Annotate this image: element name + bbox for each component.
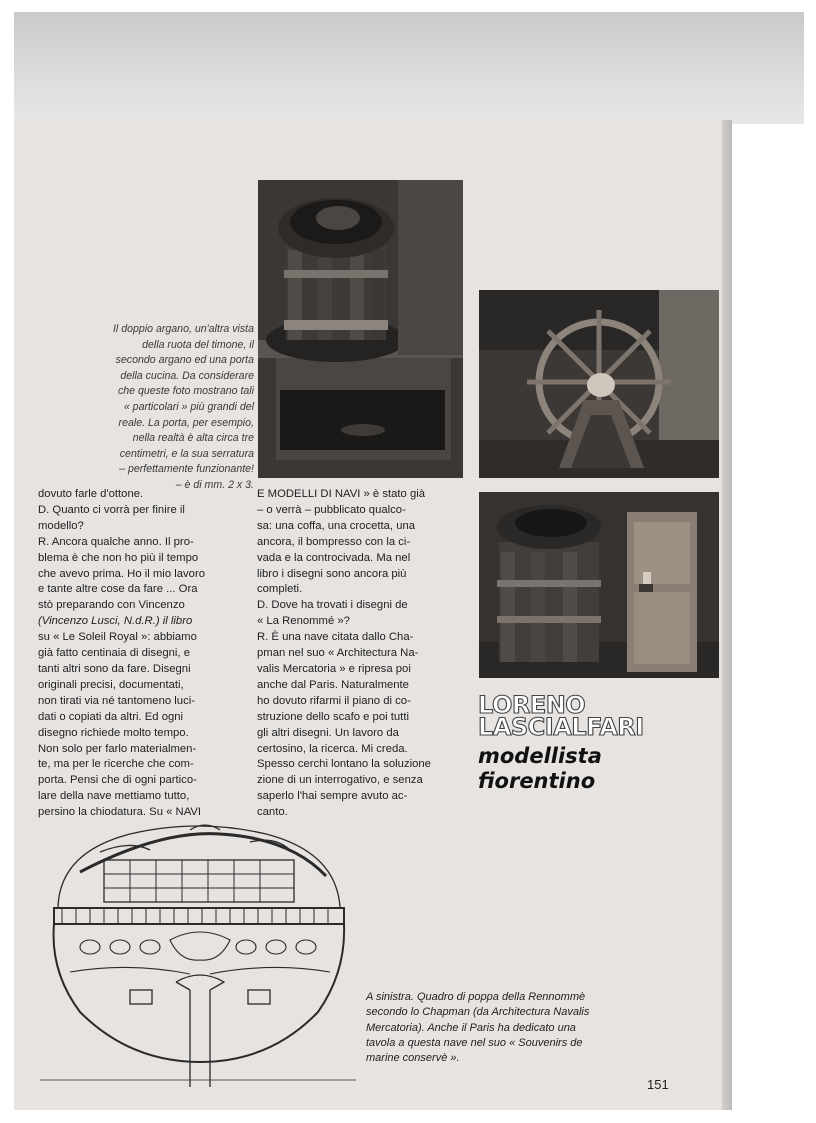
text-line: che avevo prima. Ho il mio lavoro	[38, 567, 206, 580]
caption-line: della ruota del timone, il	[142, 338, 254, 351]
article-title	[478, 691, 718, 794]
text-line: pman nel suo « Architectura Na-	[257, 647, 419, 660]
text-line: struzione dello scafo e poi tutti	[257, 710, 409, 723]
page-number: 151	[647, 1077, 669, 1092]
text-line: tanti altri sono da fare. Disegni	[38, 662, 191, 675]
text-line: D. Quanto ci vorrà per finire il	[38, 503, 185, 516]
title-sub-line2: fiorentino	[478, 769, 596, 793]
caption-line: Mercatoria). Anche il Paris ha dedicato una	[366, 1021, 576, 1034]
caption-line: centimetri, e la sua serratura	[119, 447, 254, 460]
text-line: completi.	[257, 583, 303, 596]
caption-line: nella realtà è alta circa tre	[132, 432, 254, 445]
title-name-line2: LASCIALFARI	[478, 713, 644, 741]
text-line: D. Dove ha trovati i disegni de	[257, 599, 408, 612]
text-line: R. È una nave citata dallo Cha-	[257, 631, 414, 644]
caption-line: Il doppio argano, un'altra vista	[112, 323, 254, 335]
text-line: valis Mercatoria » e ripresa poi	[257, 662, 411, 675]
caption-line: « particolari » più grandi del	[123, 400, 254, 413]
text-line: libro i disegni sono ancora più	[257, 567, 407, 580]
text-line: già fatto centinaia di disegni, e	[38, 647, 190, 660]
page-edge	[722, 120, 732, 1110]
text-line: stò preparando con Vincenzo	[38, 599, 185, 612]
caption-line: tavola a questa nave nel suo « Souvenirs de	[366, 1036, 583, 1049]
stern-drawing-illustration	[40, 812, 356, 1087]
text-line: persino la chiodatura. Su « NAVI	[38, 806, 202, 819]
text-line: e tante altre cose da fare ... Ora	[38, 583, 198, 596]
text-line: ancora, il bompresso con la ci-	[257, 535, 411, 548]
text-line: E MODELLI DI NAVI » è stato già	[257, 488, 426, 500]
photo-capstan-top	[258, 180, 463, 478]
text-line: te, ma per le ricerche che com-	[38, 758, 194, 771]
scan-shadow	[14, 12, 804, 124]
caption-line: secondo lo Chapman (da Architectura Navalis	[366, 1006, 590, 1019]
text-line: vada e la controcivada. Ma nel	[257, 551, 411, 564]
text-line: Spesso cerchi lontano la soluzione	[257, 758, 431, 771]
text-line: lare della nave mettiamo tutto,	[38, 790, 190, 803]
text-line: porta. Pensi che di ogni partico-	[38, 774, 197, 787]
caption-line: A sinistra. Quadro di poppa della Rennommè	[366, 991, 586, 1003]
caption-line: della cucina. Da considerare	[120, 369, 254, 382]
text-line: non tirati via né tantomeno luci-	[38, 694, 195, 707]
text-line: disegno richiede molto tempo.	[38, 726, 189, 739]
text-line: dati o copiati da altri. Ed ogni	[38, 710, 184, 723]
article-column-left	[38, 487, 246, 821]
caption-line: – è di mm. 2 x 3.	[175, 478, 254, 491]
caption-line: – perfettamente funzionante!	[119, 463, 254, 476]
text-line: originali precisi, documentati,	[38, 678, 184, 691]
text-line: blema è che non ho più il tempo	[38, 551, 199, 564]
text-line: (Vincenzo Lusci, N.d.R.) il libro	[38, 615, 193, 628]
title-sub-line1: modellista	[478, 744, 602, 768]
photo-ships-wheel	[479, 290, 719, 478]
article-column-middle	[257, 487, 463, 821]
photo-caption-top	[40, 322, 254, 494]
title-name-line1: LORENO	[478, 691, 586, 719]
text-line: ho dovuto rifarmi il piano di co-	[257, 694, 411, 707]
text-line: gli altri disegni. Un lavoro da	[257, 726, 399, 739]
text-line: R. Ancora qualche anno. Il pro-	[38, 535, 194, 548]
text-line: « La Renommé »?	[257, 615, 350, 628]
text-line: modello?	[38, 519, 84, 532]
text-line: – o verrà – pubblicato qualco-	[257, 503, 406, 516]
text-line: canto.	[257, 806, 288, 819]
caption-line: che queste foto mostrano tali	[117, 385, 254, 398]
text-line: saperlo l'hai sempre avuto ac-	[257, 790, 408, 803]
text-line: Non solo per farlo materialmen-	[38, 742, 197, 755]
text-line: certosino, la ricerca. Mi creda.	[257, 742, 408, 755]
text-line: zione di un interrogativo, e senza	[257, 774, 423, 787]
text-line: anche dal Paris. Naturalmente	[257, 678, 409, 691]
drawing-caption	[366, 990, 666, 1066]
caption-line: secondo argano ed una porta	[115, 354, 254, 367]
photo-capstan-door	[479, 492, 719, 678]
text-line: sa: una coffa, una crocetta, una	[257, 519, 416, 532]
text-line: su « Le Soleil Royal »: abbiamo	[38, 631, 197, 644]
text-line: dovuto farle d'ottone.	[38, 488, 144, 500]
caption-line: marine conservè ».	[366, 1052, 460, 1065]
caption-line: reale. La porta, per esempio,	[118, 416, 254, 429]
